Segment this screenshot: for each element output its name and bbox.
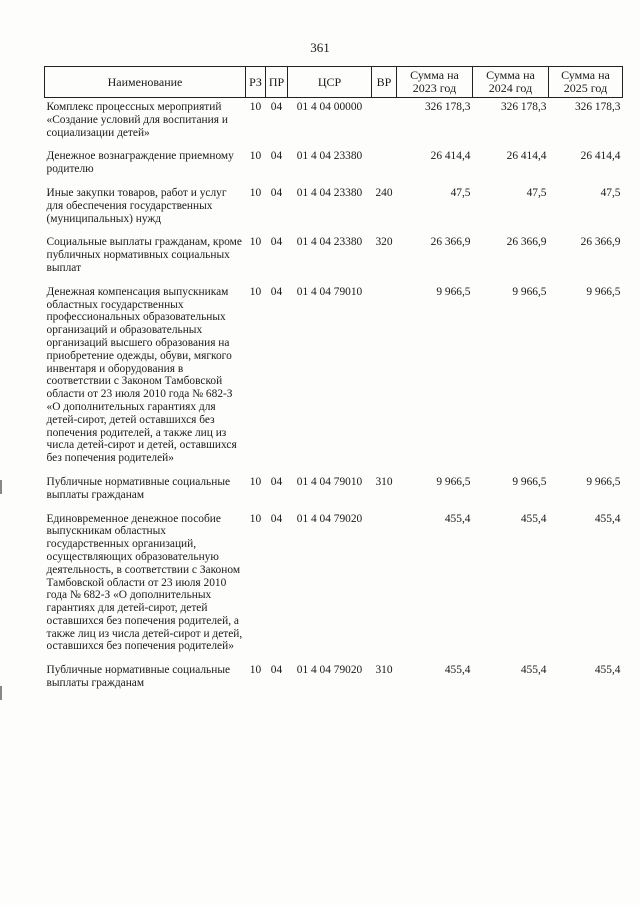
cell-sum-2025: 26 366,9 [580,236,621,249]
cell-sum-2024: 47,5 [526,186,547,199]
cell-name: Комплекс процессных мероприятий «Создание условий для воспитания и социализации детей» [46,101,228,139]
cell-sum-2025: 455,4 [594,512,621,525]
cell-sum-2023: 326 178,3 [424,101,471,113]
header-pr: ПР [266,67,288,98]
cell-pr: 04 [270,664,283,677]
cell-rz: 10 [249,186,262,199]
header-rz: РЗ [246,67,266,98]
cell-sum-2023: 9 966,5 [436,475,471,488]
cell-sum-2024: 455,4 [520,512,547,525]
cell-name: Денежная компенсация выпускникам областных государственных профессиональных образовательных организаций и образовательных организаций высшего образования на приобретение одежды, обуви, мягкого инвентаря и оборудования в соответствии с Законом Тамбовской области от 23 июля 2010 года № 682-З «О дополнительных гарантиях для детей-сирот, детей оставшихся без попечения родителей, а также лиц из числа детей-сирот и детей, оставшихся без попечения родителей» [46,285,237,465]
cell-name: Социальные выплаты гражданам, кроме публичных нормативных социальных выплат [46,236,242,274]
table-row [45,184,623,233]
header-sum-2025: Сумма на 2025 год [549,67,623,98]
table-row [45,510,623,662]
cell-csr: 01 4 04 79010 [296,285,363,298]
header-sum-2023: Сумма на 2023 год [397,67,473,98]
cell-sum-2024: 9 966,5 [512,475,547,488]
margin-mark [0,480,2,494]
cell-name: Публичные нормативные социальные выплаты гражданам [46,664,231,690]
cell-rz: 10 [249,236,262,249]
margin-mark [0,686,2,700]
cell-vr [372,98,397,148]
cell-csr: 01 4 04 23380 [296,150,363,163]
cell-csr: 01 4 04 23380 [296,236,363,249]
table-row [45,147,623,184]
cell-csr: 01 4 04 23380 [296,186,363,199]
cell-vr: 310 [375,475,393,488]
cell-sum-2024: 455,4 [520,664,547,677]
cell-sum-2025: 326 178,3 [574,101,621,113]
cell-rz: 10 [249,664,262,677]
table-row [45,473,623,510]
cell-sum-2024: 326 178,3 [500,101,547,113]
cell-sum-2023: 26 366,9 [430,236,471,249]
table-row [45,661,623,698]
cell-sum-2023: 26 414,4 [430,150,471,163]
cell-sum-2023: 47,5 [450,186,471,199]
cell-name: Публичные нормативные социальные выплаты гражданам [46,475,231,501]
header-vr: ВР [372,67,397,98]
cell-pr: 04 [270,186,283,199]
cell-sum-2025: 26 414,4 [580,150,621,163]
table-row [45,233,623,282]
cell-rz: 10 [249,101,262,113]
cell-vr [372,510,397,662]
cell-sum-2024: 9 966,5 [512,285,547,298]
table-row [45,98,623,148]
cell-vr: 320 [375,236,393,249]
cell-pr: 04 [270,512,283,525]
table-header-row [45,67,623,98]
cell-vr [372,283,397,473]
cell-pr: 04 [270,150,283,163]
cell-sum-2023: 455,4 [444,664,471,677]
cell-sum-2025: 9 966,5 [586,475,621,488]
cell-pr: 04 [270,475,283,488]
cell-sum-2024: 26 366,9 [506,236,547,249]
cell-rz: 10 [249,285,262,298]
cell-sum-2025: 455,4 [594,664,621,677]
cell-csr: 01 4 04 79020 [296,512,363,525]
cell-name: Иные закупки товаров, работ и услуг для обеспечения государственных (муниципальных) нужд [46,186,227,225]
cell-pr: 04 [270,101,283,113]
cell-rz: 10 [249,150,262,163]
cell-name: Единовременное денежное пособие выпускникам областных государственных организаций, осуществляющих образовательную деятельность, в соответствии с Законом Тамбовской области от 23 июля 2010 года № 682-З «О дополнительных гарантиях для детей-сирот, детей оставшихся без попечения родителей, а также лиц из числа детей-сирот и детей, оставшихся без попечения родителей» [46,512,243,653]
cell-pr: 04 [270,236,283,249]
page-number: 361 [310,40,330,55]
header-csr: ЦСР [288,67,372,98]
cell-pr: 04 [270,285,283,298]
table-body [45,98,623,698]
table-row [45,283,623,473]
budget-table [44,66,623,698]
cell-sum-2023: 9 966,5 [436,285,471,298]
cell-csr: 01 4 04 79010 [296,475,363,488]
cell-rz: 10 [249,512,262,525]
header-sum-2024: Сумма на 2024 год [473,67,549,98]
cell-sum-2023: 455,4 [444,512,471,525]
cell-csr: 01 4 04 79020 [296,664,363,677]
cell-vr: 240 [375,186,393,199]
cell-vr: 310 [375,664,393,677]
cell-sum-2025: 9 966,5 [586,285,621,298]
cell-rz: 10 [249,475,262,488]
cell-sum-2024: 26 414,4 [506,150,547,163]
cell-name: Денежное вознаграждение приемному родителю [46,150,234,176]
header-name: Наименование [45,67,246,98]
cell-csr: 01 4 04 00000 [296,101,363,113]
cell-vr [372,147,397,184]
cell-sum-2025: 47,5 [600,186,621,199]
